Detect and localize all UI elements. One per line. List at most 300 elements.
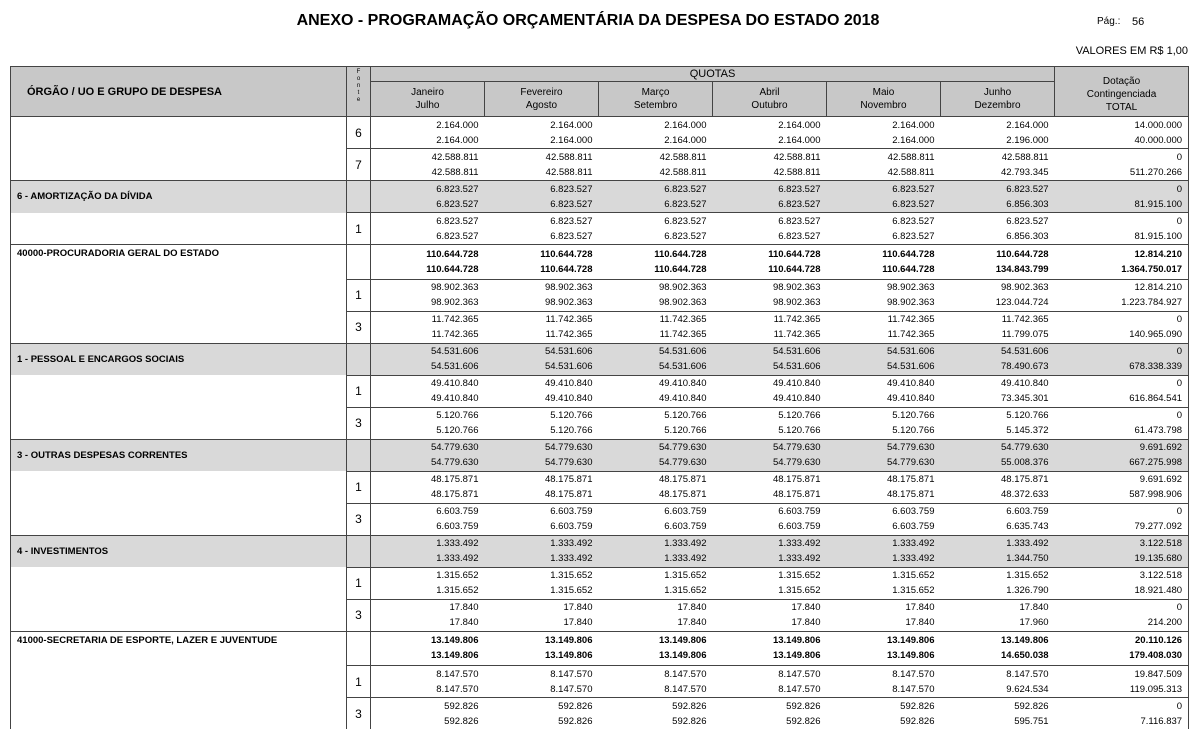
value-first-semester: 6.823.527 xyxy=(1006,183,1049,195)
value-first-semester: 0 xyxy=(1176,602,1183,613)
quota-cell xyxy=(371,311,485,343)
value-second-semester: 5.120.766 xyxy=(550,425,593,436)
value-second-semester: 54.779.630 xyxy=(544,457,593,468)
value-first-semester: 98.902.363 xyxy=(1001,282,1049,293)
month-first: Maio xyxy=(872,87,895,98)
value-first-semester: 11.742.365 xyxy=(887,314,935,325)
value-first-semester: 13.149.806 xyxy=(544,635,593,647)
quota-cell xyxy=(713,149,827,181)
fonte-cell xyxy=(347,343,371,375)
value-first-semester: 13.149.806 xyxy=(658,635,707,647)
quota-cell xyxy=(941,181,1055,213)
value-first-semester: 49.410.840 xyxy=(658,378,707,389)
value-first-semester: 1.315.652 xyxy=(1006,570,1049,581)
value-second-semester: 6.856.303 xyxy=(1006,198,1049,210)
page-title: ANEXO - PROGRAMAÇÃO ORÇAMENTÁRIA DA DESPESA DO ESTADO 2018 xyxy=(296,12,880,29)
value-first-semester: 48.175.871 xyxy=(658,474,707,485)
value-first-semester: 19.847.509 xyxy=(1134,668,1183,680)
table-row xyxy=(11,698,1189,730)
fonte-cell: 3 xyxy=(347,311,371,343)
quota-cell xyxy=(941,698,1055,730)
quota-cell xyxy=(599,631,713,666)
value-first-semester: 8.147.570 xyxy=(664,668,707,680)
quota-cell xyxy=(599,117,713,149)
value-first-semester: 592.826 xyxy=(444,700,479,712)
org-cell xyxy=(11,698,347,730)
table-row xyxy=(11,245,1189,280)
value-first-semester: 6.823.527 xyxy=(892,183,935,195)
value-second-semester: 48.372.633 xyxy=(1001,489,1049,500)
value-first-semester: 54.531.606 xyxy=(772,346,821,357)
value-first-semester: 8.147.570 xyxy=(778,668,821,680)
quota-cell xyxy=(827,245,941,280)
value-first-semester: 98.902.363 xyxy=(772,282,821,293)
quota-cell xyxy=(599,407,713,439)
value-second-semester: 48.175.871 xyxy=(886,489,935,500)
value-first-semester: 13.149.806 xyxy=(772,635,821,647)
value-first-semester: 98.902.363 xyxy=(430,282,479,293)
value-second-semester: 49.410.840 xyxy=(430,393,479,404)
org-cell: 6 - AMORTIZAÇÃO DA DÍVIDA xyxy=(11,181,347,213)
value-second-semester: 8.147.570 xyxy=(436,683,479,695)
value-second-semester: 5.120.766 xyxy=(436,425,479,436)
value-first-semester: 13.149.806 xyxy=(1001,635,1049,647)
month-first: Fevereiro xyxy=(520,87,563,98)
value-second-semester: 98.902.363 xyxy=(544,297,593,308)
value-second-semester: 2.164.000 xyxy=(664,134,707,146)
quota-cell xyxy=(713,567,827,599)
quota-cell xyxy=(827,407,941,439)
quota-cell xyxy=(599,698,713,730)
value-second-semester: 214.200 xyxy=(1147,617,1183,628)
quota-cell xyxy=(827,503,941,535)
value-first-semester: 6.823.527 xyxy=(550,215,593,227)
value-first-semester: 0 xyxy=(1176,346,1183,357)
value-second-semester: 1.315.652 xyxy=(664,585,707,596)
quota-cell xyxy=(371,181,485,213)
value-second-semester: 2.164.000 xyxy=(892,134,935,146)
quota-cell xyxy=(941,666,1055,698)
quota-cell xyxy=(941,439,1055,471)
value-second-semester: 79.277.092 xyxy=(1134,521,1183,532)
table-row xyxy=(11,439,1189,471)
dotacao-cell xyxy=(1055,698,1189,730)
quota-cell xyxy=(827,567,941,599)
value-second-semester: 592.826 xyxy=(672,715,707,727)
quota-cell xyxy=(599,666,713,698)
quota-cell xyxy=(485,698,599,730)
table-row xyxy=(11,181,1189,213)
value-first-semester: 1.333.492 xyxy=(1006,538,1049,549)
quota-cell xyxy=(485,407,599,439)
value-second-semester: 54.531.606 xyxy=(772,361,821,372)
value-second-semester: 110.644.728 xyxy=(768,263,821,275)
value-second-semester: 678.338.339 xyxy=(1129,361,1183,372)
quota-cell xyxy=(371,213,485,245)
value-first-semester: 49.410.840 xyxy=(544,378,593,389)
value-second-semester: 6.823.527 xyxy=(436,198,479,210)
value-first-semester: 6.823.527 xyxy=(892,215,935,227)
value-first-semester: 592.826 xyxy=(558,700,593,712)
value-second-semester: 6.823.527 xyxy=(778,198,821,210)
value-second-semester: 48.175.871 xyxy=(772,489,821,500)
quota-cell xyxy=(485,213,599,245)
value-first-semester: 6.603.759 xyxy=(892,506,935,517)
table-row xyxy=(11,279,1189,311)
quota-cell xyxy=(941,599,1055,631)
quota-cell xyxy=(485,471,599,503)
quota-cell xyxy=(941,407,1055,439)
value-first-semester: 6.823.527 xyxy=(436,215,479,227)
quota-cell xyxy=(827,375,941,407)
quota-cell xyxy=(713,343,827,375)
value-second-semester: 13.149.806 xyxy=(886,650,935,662)
value-first-semester: 1.333.492 xyxy=(550,538,593,549)
value-first-semester: 17.840 xyxy=(449,602,479,613)
org-cell xyxy=(11,213,347,245)
quota-cell xyxy=(713,698,827,730)
value-second-semester: 1.326.790 xyxy=(1006,585,1049,596)
quota-cell xyxy=(371,439,485,471)
value-second-semester: 42.588.811 xyxy=(545,166,593,178)
value-first-semester: 8.147.570 xyxy=(436,668,479,680)
value-second-semester: 13.149.806 xyxy=(430,650,479,662)
dotacao-header xyxy=(1055,67,1189,117)
quota-cell xyxy=(941,631,1055,666)
value-second-semester: 2.196.000 xyxy=(1006,134,1049,146)
value-second-semester: 17.840 xyxy=(905,617,935,628)
value-second-semester: 11.742.365 xyxy=(887,329,935,340)
org-cell xyxy=(11,279,347,311)
fonte-letter: o xyxy=(356,76,361,82)
quota-cell xyxy=(371,375,485,407)
value-second-semester: 61.473.798 xyxy=(1134,425,1183,436)
value-second-semester: 592.826 xyxy=(558,715,593,727)
value-second-semester: 42.588.811 xyxy=(431,166,479,178)
value-first-semester: 5.120.766 xyxy=(436,410,479,421)
value-first-semester: 54.779.630 xyxy=(544,442,593,453)
fonte-cell: 1 xyxy=(347,213,371,245)
quota-cell xyxy=(827,698,941,730)
quota-cell xyxy=(941,279,1055,311)
value-second-semester: 511.270.266 xyxy=(1129,166,1183,178)
value-first-semester: 20.110.126 xyxy=(1135,635,1183,647)
value-first-semester: 110.644.728 xyxy=(540,248,593,260)
value-second-semester: 6.603.759 xyxy=(892,521,935,532)
value-first-semester: 0 xyxy=(1176,151,1183,163)
value-first-semester: 1.333.492 xyxy=(436,538,479,549)
value-second-semester: 6.823.527 xyxy=(664,230,707,242)
value-second-semester: 6.823.527 xyxy=(892,198,935,210)
quota-cell xyxy=(485,245,599,280)
quota-cell xyxy=(941,117,1055,149)
value-first-semester: 17.840 xyxy=(563,602,593,613)
quota-cell xyxy=(941,567,1055,599)
quota-cell xyxy=(827,213,941,245)
quota-cell xyxy=(827,343,941,375)
dotacao-cell xyxy=(1055,567,1189,599)
org-cell xyxy=(11,503,347,535)
quota-cell xyxy=(485,439,599,471)
table-body xyxy=(11,117,1189,730)
value-first-semester: 42.588.811 xyxy=(773,151,821,163)
fonte-cell: 1 xyxy=(347,471,371,503)
fonte-cell: 1 xyxy=(347,279,371,311)
fonte-cell xyxy=(347,181,371,213)
quota-cell xyxy=(371,279,485,311)
value-second-semester: 6.823.527 xyxy=(436,230,479,242)
value-second-semester: 6.823.527 xyxy=(550,230,593,242)
value-second-semester: 1.223.784.927 xyxy=(1121,297,1183,308)
value-first-semester: 13.149.806 xyxy=(430,635,479,647)
value-first-semester: 98.902.363 xyxy=(544,282,593,293)
quota-cell xyxy=(599,567,713,599)
value-second-semester: 110.644.728 xyxy=(540,263,593,275)
value-second-semester: 587.998.906 xyxy=(1129,489,1183,500)
value-second-semester: 1.364.750.017 xyxy=(1121,263,1183,275)
value-first-semester: 6.603.759 xyxy=(664,506,707,517)
table-row xyxy=(11,343,1189,375)
fonte-cell: 3 xyxy=(347,599,371,631)
quota-cell xyxy=(599,149,713,181)
value-second-semester: 49.410.840 xyxy=(544,393,593,404)
value-second-semester: 6.603.759 xyxy=(778,521,821,532)
value-first-semester: 110.644.728 xyxy=(882,248,935,260)
table-row xyxy=(11,535,1189,567)
value-second-semester: 8.147.570 xyxy=(550,683,593,695)
org-cell xyxy=(11,599,347,631)
value-second-semester: 6.635.743 xyxy=(1006,521,1049,532)
value-second-semester: 8.147.570 xyxy=(664,683,707,695)
value-first-semester: 592.826 xyxy=(786,700,821,712)
value-second-semester: 98.902.363 xyxy=(886,297,935,308)
value-first-semester: 6.603.759 xyxy=(778,506,821,517)
table-row xyxy=(11,311,1189,343)
dotacao-cell xyxy=(1055,503,1189,535)
value-second-semester: 54.779.630 xyxy=(658,457,707,468)
month-header xyxy=(713,82,827,117)
value-second-semester: 5.120.766 xyxy=(778,425,821,436)
value-first-semester: 5.120.766 xyxy=(664,410,707,421)
value-second-semester: 40.000.000 xyxy=(1134,134,1183,146)
page-number: 56 xyxy=(1132,16,1145,28)
value-first-semester: 8.147.570 xyxy=(892,668,935,680)
value-first-semester: 12.814.210 xyxy=(1134,282,1183,293)
quota-cell xyxy=(827,279,941,311)
fonte-column-header xyxy=(347,67,371,117)
quota-cell xyxy=(827,599,941,631)
dotacao-cell xyxy=(1055,213,1189,245)
month-header xyxy=(941,82,1055,117)
quota-cell xyxy=(599,213,713,245)
value-first-semester: 11.742.365 xyxy=(773,314,821,325)
value-first-semester: 1.333.492 xyxy=(892,538,935,549)
value-first-semester: 110.644.728 xyxy=(654,248,707,260)
value-first-semester: 49.410.840 xyxy=(430,378,479,389)
value-first-semester: 3.122.518 xyxy=(1139,538,1183,549)
value-first-semester: 54.531.606 xyxy=(886,346,935,357)
quota-cell xyxy=(371,599,485,631)
quota-cell xyxy=(485,535,599,567)
value-first-semester: 11.742.365 xyxy=(1001,314,1049,325)
value-first-semester: 0 xyxy=(1176,410,1183,421)
value-first-semester: 42.588.811 xyxy=(1001,151,1049,163)
value-first-semester: 6.823.527 xyxy=(778,215,821,227)
quota-cell xyxy=(713,181,827,213)
value-first-semester: 2.164.000 xyxy=(550,119,593,131)
value-second-semester: 1.315.652 xyxy=(550,585,593,596)
quota-cell xyxy=(713,375,827,407)
value-second-semester: 6.823.527 xyxy=(778,230,821,242)
value-first-semester: 8.147.570 xyxy=(550,668,593,680)
month-second: Outubro xyxy=(751,100,788,111)
value-second-semester: 14.650.038 xyxy=(1001,650,1049,662)
table-row xyxy=(11,471,1189,503)
table-row xyxy=(11,503,1189,535)
value-first-semester: 98.902.363 xyxy=(886,282,935,293)
quota-cell xyxy=(599,311,713,343)
value-first-semester: 0 xyxy=(1176,700,1183,712)
value-second-semester: 1.315.652 xyxy=(436,585,479,596)
dotacao-cell xyxy=(1055,535,1189,567)
org-cell xyxy=(11,375,347,407)
value-first-semester: 6.823.527 xyxy=(1006,215,1049,227)
month-first: Abril xyxy=(759,87,780,98)
value-first-semester: 1.333.492 xyxy=(778,538,821,549)
value-second-semester: 2.164.000 xyxy=(550,134,593,146)
fonte-cell: 7 xyxy=(347,149,371,181)
value-first-semester: 2.164.000 xyxy=(892,119,935,131)
value-second-semester: 140.965.090 xyxy=(1129,329,1183,340)
quota-cell xyxy=(371,503,485,535)
value-first-semester: 54.531.606 xyxy=(430,346,479,357)
value-second-semester: 1.344.750 xyxy=(1006,553,1049,564)
quota-cell xyxy=(941,503,1055,535)
quota-cell xyxy=(827,666,941,698)
value-first-semester: 17.840 xyxy=(677,602,707,613)
fonte-cell xyxy=(347,631,371,666)
value-second-semester: 13.149.806 xyxy=(544,650,593,662)
value-first-semester: 110.644.728 xyxy=(996,248,1049,260)
value-second-semester: 13.149.806 xyxy=(772,650,821,662)
org-cell xyxy=(11,407,347,439)
value-first-semester: 54.531.606 xyxy=(1001,346,1049,357)
value-first-semester: 0 xyxy=(1176,378,1183,389)
table-row xyxy=(11,117,1189,149)
value-second-semester: 6.856.303 xyxy=(1006,230,1049,242)
value-second-semester: 11.742.365 xyxy=(545,329,593,340)
org-cell xyxy=(11,149,347,181)
fonte-cell xyxy=(347,535,371,567)
value-first-semester: 1.315.652 xyxy=(436,570,479,581)
value-second-semester: 42.588.811 xyxy=(659,166,707,178)
value-second-semester: 1.333.492 xyxy=(664,553,707,564)
value-first-semester: 1.315.652 xyxy=(664,570,707,581)
value-first-semester: 42.588.811 xyxy=(431,151,479,163)
value-second-semester: 48.175.871 xyxy=(544,489,593,500)
value-second-semester: 7.116.837 xyxy=(1140,715,1183,727)
quota-cell xyxy=(827,631,941,666)
table-row xyxy=(11,213,1189,245)
value-first-semester: 5.120.766 xyxy=(778,410,821,421)
quota-cell xyxy=(485,117,599,149)
table-row xyxy=(11,631,1189,666)
quota-cell xyxy=(941,343,1055,375)
org-cell: 1 - PESSOAL E ENCARGOS SOCIAIS xyxy=(11,343,347,375)
value-second-semester: 18.921.480 xyxy=(1134,585,1183,596)
value-first-semester: 11.742.365 xyxy=(431,314,479,325)
value-second-semester: 11.799.075 xyxy=(1001,329,1049,340)
value-second-semester: 98.902.363 xyxy=(430,297,479,308)
quota-cell xyxy=(827,149,941,181)
quota-cell xyxy=(941,375,1055,407)
org-cell xyxy=(11,666,347,698)
quota-cell xyxy=(713,599,827,631)
value-first-semester: 9.691.692 xyxy=(1139,442,1183,453)
value-second-semester: 49.410.840 xyxy=(772,393,821,404)
page-label: Pág.: xyxy=(1097,16,1121,27)
dotacao-cell xyxy=(1055,439,1189,471)
fonte-cell: 3 xyxy=(347,503,371,535)
value-first-semester: 1.315.652 xyxy=(892,570,935,581)
value-second-semester: 110.644.728 xyxy=(654,263,707,275)
dotacao-cell xyxy=(1055,245,1189,280)
quota-cell xyxy=(713,439,827,471)
value-first-semester: 49.410.840 xyxy=(772,378,821,389)
value-first-semester: 592.826 xyxy=(1014,700,1049,712)
dotacao-cell xyxy=(1055,666,1189,698)
value-second-semester: 6.823.527 xyxy=(550,198,593,210)
value-second-semester: 17.840 xyxy=(791,617,821,628)
quota-cell xyxy=(713,245,827,280)
quota-cell xyxy=(713,407,827,439)
quota-cell xyxy=(713,535,827,567)
quota-cell xyxy=(371,117,485,149)
value-first-semester: 592.826 xyxy=(672,700,707,712)
quota-cell xyxy=(599,439,713,471)
value-first-semester: 5.120.766 xyxy=(550,410,593,421)
quota-cell xyxy=(941,471,1055,503)
dotacao-cell xyxy=(1055,631,1189,666)
value-first-semester: 11.742.365 xyxy=(659,314,707,325)
quota-cell xyxy=(599,181,713,213)
month-first: Junho xyxy=(983,87,1012,98)
value-first-semester: 49.410.840 xyxy=(1001,378,1049,389)
value-second-semester: 8.147.570 xyxy=(892,683,935,695)
value-first-semester: 2.164.000 xyxy=(664,119,707,131)
month-first: Janeiro xyxy=(411,87,444,98)
value-second-semester: 73.345.301 xyxy=(1001,393,1049,404)
org-cell: 41000-SECRETARIA DE ESPORTE, LAZER E JUVENTUDE xyxy=(11,631,347,666)
quota-cell xyxy=(941,311,1055,343)
value-first-semester: 42.588.811 xyxy=(545,151,593,163)
fonte-cell: 1 xyxy=(347,666,371,698)
quota-cell xyxy=(371,567,485,599)
value-second-semester: 616.864.541 xyxy=(1129,393,1183,404)
value-first-semester: 17.840 xyxy=(1019,602,1049,613)
value-second-semester: 42.588.811 xyxy=(773,166,821,178)
value-second-semester: 5.145.372 xyxy=(1006,425,1049,436)
value-second-semester: 110.644.728 xyxy=(882,263,935,275)
dotacao-cell xyxy=(1055,599,1189,631)
quota-cell xyxy=(485,599,599,631)
value-second-semester: 17.840 xyxy=(449,617,479,628)
quota-cell xyxy=(713,471,827,503)
value-second-semester: 19.135.680 xyxy=(1134,553,1183,564)
quota-cell xyxy=(599,599,713,631)
quota-cell xyxy=(599,279,713,311)
fonte-letter: e xyxy=(356,97,361,103)
